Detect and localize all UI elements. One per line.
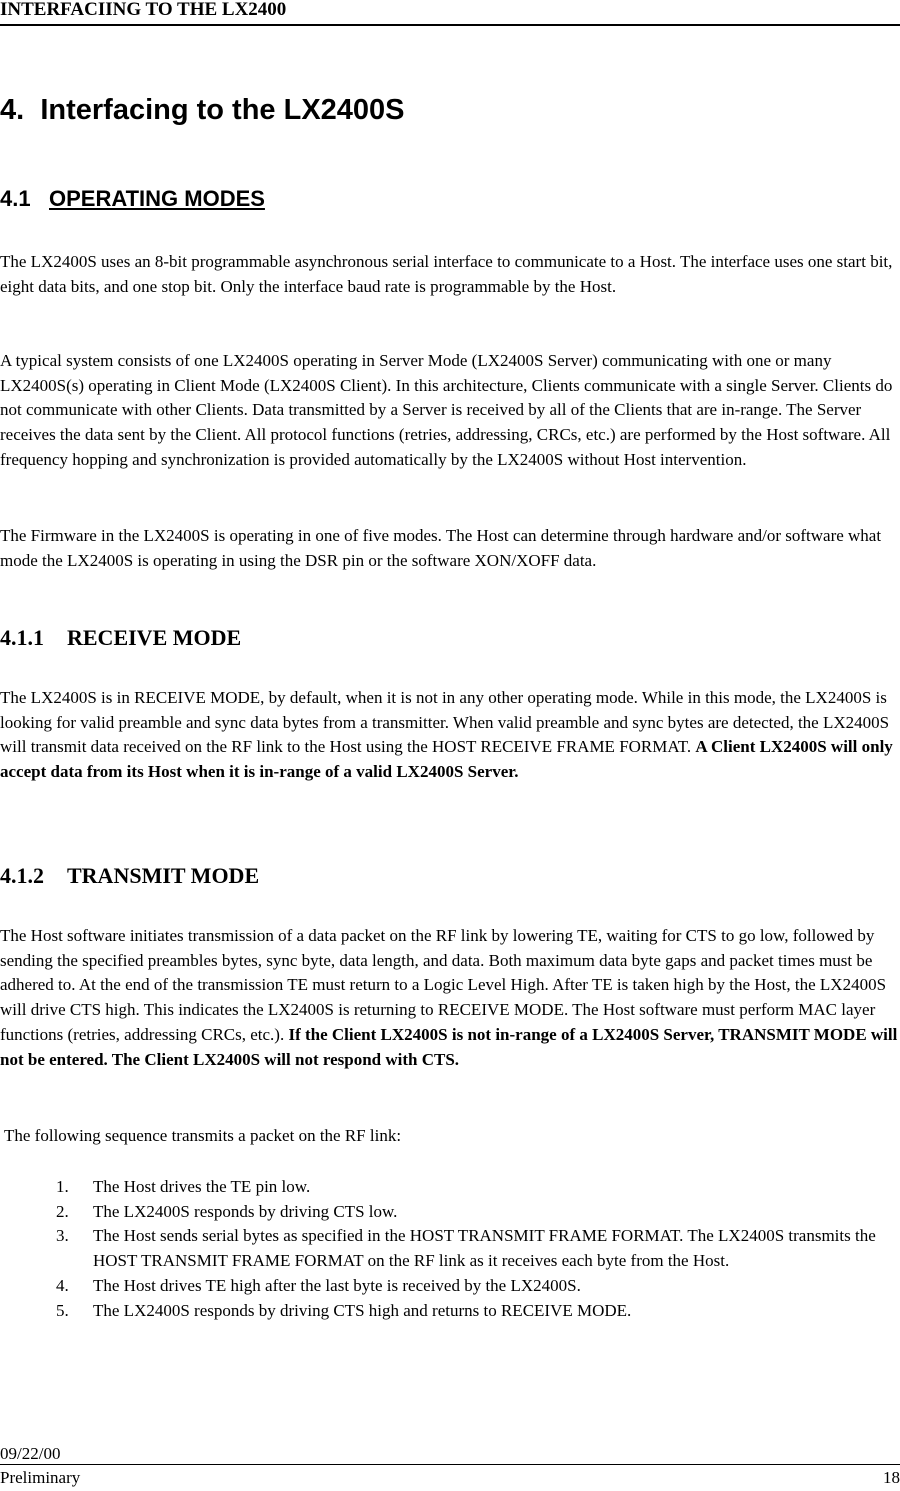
list-item — [56, 1224, 896, 1273]
step-text: The LX2400S responds by driving CTS low. — [93, 1201, 398, 1221]
step-text: The Host drives TE high after the last byte is received by the LX2400S. — [93, 1275, 581, 1295]
footer-status: Preliminary — [0, 1468, 81, 1487]
page-number: 18 — [883, 1468, 900, 1487]
chapter-title-text: Interfacing to the LX2400S — [40, 94, 405, 126]
transmit-mode-paragraph — [0, 924, 900, 1072]
subsection-title: TRANSMIT MODE — [67, 863, 260, 888]
list-item — [56, 1274, 896, 1299]
subsection-heading-transmit-mode — [0, 861, 259, 891]
step-text: The Host drives the TE pin low. — [93, 1177, 311, 1196]
step-number: 5. — [56, 1300, 69, 1320]
sequence-intro: The following sequence transmits a packet on the RF link: — [4, 1126, 402, 1145]
transmit-sequence-list — [56, 1175, 896, 1323]
step-text: The LX2400S responds by driving CTS high and returns to RECEIVE MODE. — [93, 1300, 632, 1320]
chapter-title — [0, 92, 405, 128]
receive-mode-bold-note: A Client LX2400S will only accept data from its Host when it is in-range of a valid LX2400S Server. — [0, 737, 893, 782]
step-number: 4. — [56, 1275, 69, 1295]
subsection-number: 4.1.1 — [0, 625, 44, 650]
intro-paragraph-1: The LX2400S uses an 8-bit programmable asynchronous serial interface to communicate to a Host. The interface uses one start bit, eight data bits, and one stop bit. Only the interface baud rate is programmable by the Host. — [0, 252, 893, 296]
section-title: OPERATING MODES — [49, 186, 265, 211]
subsection-heading-receive-mode — [0, 623, 241, 653]
chapter-number: 4. — [0, 94, 25, 126]
list-item — [56, 1200, 896, 1225]
running-header: INTERFACIING TO THE LX2400 — [0, 0, 900, 26]
footer-date: 09/22/00 — [0, 1444, 900, 1465]
step-number: 3. — [56, 1226, 69, 1246]
transmit-mode-text: The Host software initiates transmission of a data packet on the RF link by lowering TE, waiting for CTS to go low, followed by sending the specified preambles bytes, sync byte, data length, and data. Both maximum data byte gaps and packet times must be adhered to. At the end of the transmission TE must return to a Logic Level High. After TE is taken high by the Host, the LX2400S will drive CTS high. This indicates the LX2400S is returning to RECEIVE MODE. The Host software must perform MAC layer functions (retries, addressing CRCs, etc.). — [0, 926, 887, 1044]
section-number: 4.1 — [0, 186, 31, 211]
receive-mode-paragraph — [0, 686, 900, 785]
step-number: 2. — [56, 1201, 69, 1221]
step-number: 1. — [56, 1177, 69, 1196]
intro-paragraph-2: A typical system consists of one LX2400S operating in Server Mode (LX2400S Server) communicating with one or many LX2400S(s) operating in Client Mode (LX2400S Client). In this architecture, Clients communicate with a single Server. Clients do not communicate with other Clients. Data transmitted by a Server is received by all of the Clients that are in-range. The Server receives the data sent by the Client. All protocol functions (retries, addressing, CRCs, etc.) are performed by the Host software. All frequency hopping and synchronization is provided automatically by the LX2400S without Host intervention. — [0, 351, 893, 469]
subsection-title: RECEIVE MODE — [67, 625, 242, 650]
intro-paragraph-3: The Firmware in the LX2400S is operating in one of five modes. The Host can determine through hardware and/or software what mode the LX2400S is operating in using the DSR pin or the software XON/XOFF data. — [0, 526, 882, 570]
list-item — [56, 1299, 896, 1324]
subsection-number: 4.1.2 — [0, 863, 44, 888]
step-text: The Host sends serial bytes as specified in the HOST TRANSMIT FRAME FORMAT. The LX2400S transmits the HOST TRANSMIT FRAME FORMAT on the RF link as it receives each byte from the Host. — [93, 1226, 876, 1271]
receive-mode-text: The LX2400S is in RECEIVE MODE, by default, when it is not in any other operating mode. While in this mode, the LX2400S is looking for valid preamble and sync data bytes from a transmitter. When valid preamble and sync bytes are detected, the LX2400S will transmit data received on the RF link to the Host using the HOST RECEIVE FRAME FORMAT. — [0, 688, 890, 757]
transmit-mode-bold-note: If the Client LX2400S is not in-range of a LX2400S Server, TRANSMIT MODE will not be entered. The Client LX2400S will not respond with CTS. — [0, 1024, 898, 1069]
list-item — [56, 1175, 896, 1200]
section-heading-operating-modes — [0, 184, 265, 214]
